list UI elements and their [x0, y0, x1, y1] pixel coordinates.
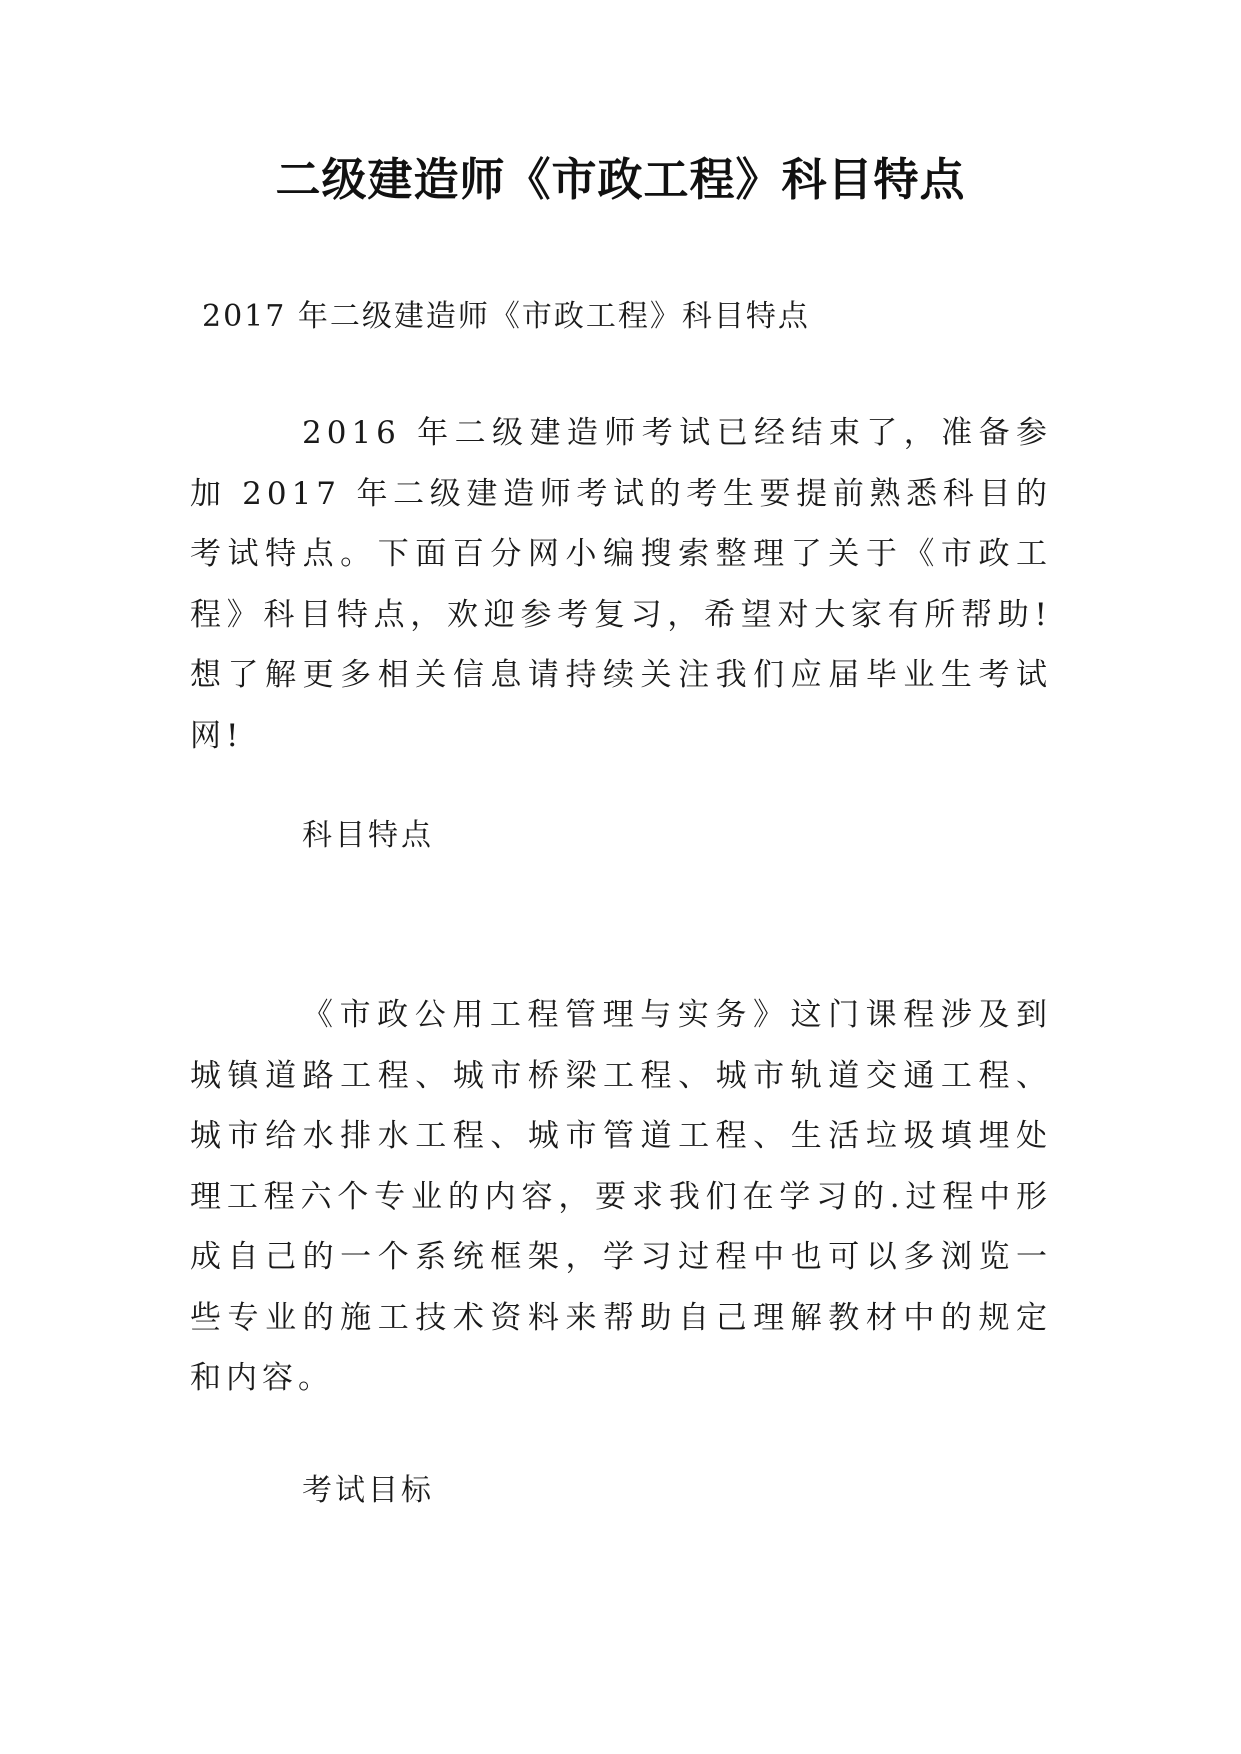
subject-features-paragraph: 《市政公用工程管理与实务》这门课程涉及到城镇道路工程、城市桥梁工程、城市轨道交通工程、城市给水排水工程、城市管道工程、生活垃圾填埋处理工程六个专业的内容，要求我们在学习的.过程中形成自己的一个系统框架，学习过程中也可以多浏览一些专业的施工技术资料来帮助自己理解教材中的规定和内容。 — [190, 997, 1052, 1396]
section-heading-subject-features: 科目特点 — [302, 818, 434, 853]
section-heading-exam-goals: 考试目标 — [302, 1473, 434, 1508]
document-title: 二级建造师《市政工程》科目特点 — [275, 153, 966, 206]
intro-paragraph: 2016 年二级建造师考试已经结束了，准备参加 2017 年二级建造师考试的考生要提前熟悉科目的考试特点。下面百分网小编搜索整理了关于《市政工程》科目特点，欢迎参考复习，希望对大家有所帮助!想了解更多相关信息请持续关注我们应届毕业生考试网! — [190, 415, 1052, 754]
document-subtitle: 2017 年二级建造师《市政工程》科目特点 — [202, 299, 810, 334]
